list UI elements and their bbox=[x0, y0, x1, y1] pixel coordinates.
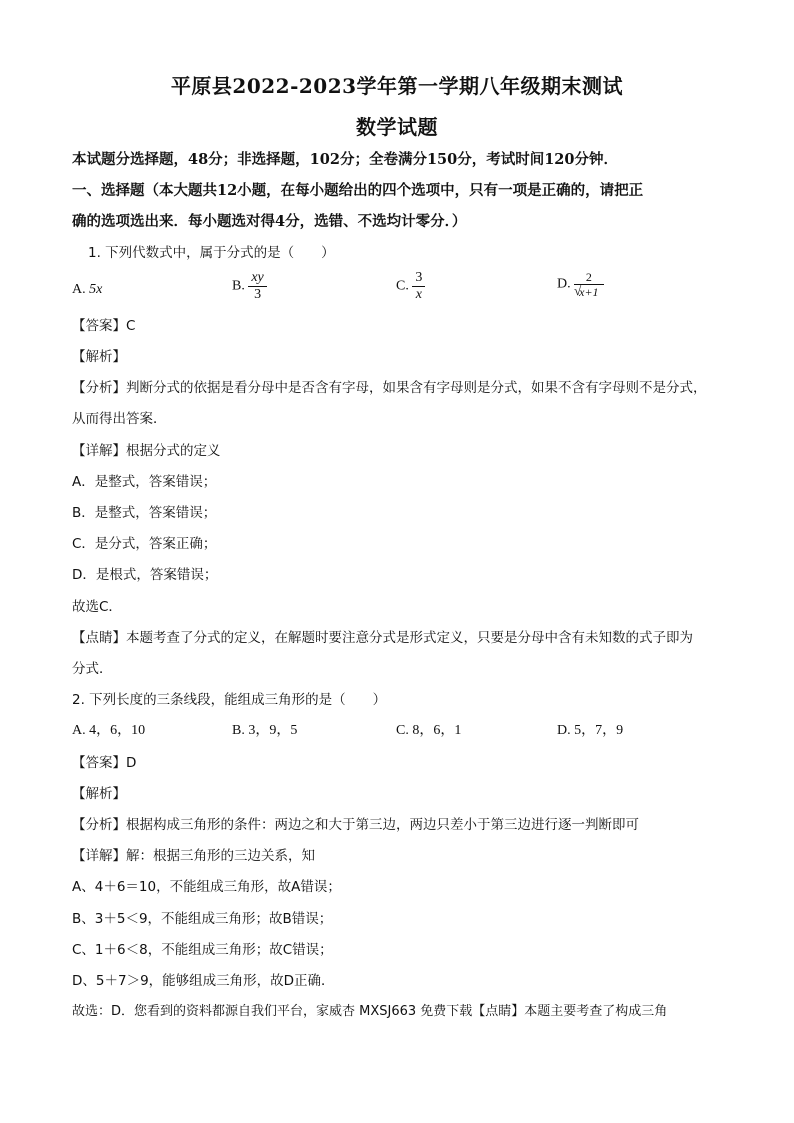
q2-detail-c: C、1＋6＜8，不能组成三角形；故C错误； bbox=[72, 942, 333, 958]
fraction-numerator: xy bbox=[251, 270, 264, 285]
q1-analysis-title: 【解析】 bbox=[72, 349, 126, 365]
answer-value: D bbox=[126, 755, 137, 771]
page-subtitle: 数学试题 bbox=[356, 115, 438, 139]
q2-answer bbox=[72, 753, 136, 773]
sqrt-radical bbox=[574, 285, 603, 299]
q1-detail-d: D．是根式，答案错误； bbox=[72, 567, 218, 583]
q1-choice: 故选C． bbox=[72, 599, 122, 615]
radicand: x+1 bbox=[579, 285, 599, 299]
q1-answer bbox=[72, 316, 135, 336]
answer-tag: 【答案】 bbox=[72, 318, 126, 334]
q1-option-b-fraction bbox=[248, 270, 266, 303]
fraction-numerator: 2 bbox=[585, 270, 592, 284]
exam-intro: 本试题分选择题，48分；非选择题，102分；全卷满分150分，考试时间120分钟． bbox=[72, 151, 618, 168]
q2-detail: 【详解】解：根据三角形的三边关系，知 bbox=[72, 848, 315, 864]
q1-option-b-label: B. bbox=[232, 278, 245, 294]
fraction-denominator: x bbox=[415, 287, 422, 302]
q2-detail-b: B、3＋5＜9，不能组成三角形；故B错误； bbox=[72, 911, 333, 927]
q1-option-c-label: C. bbox=[396, 278, 409, 294]
q1-option-b bbox=[232, 270, 267, 303]
q1-option-c bbox=[396, 270, 425, 303]
sqrt-symbol-icon: √ bbox=[574, 283, 582, 298]
q1-option-a bbox=[72, 280, 102, 300]
q1-detail-b: B．是整式，答案错误； bbox=[72, 505, 217, 521]
q1-option-a-value: 5x bbox=[89, 282, 103, 297]
q2-analysis-title: 【解析】 bbox=[72, 786, 126, 802]
q1-option-a-label: A. bbox=[72, 282, 86, 297]
q2-analysis: 【分析】根据构成三角形的条件：两边之和大于第三边，两边只差小于第三边进行逐一判断即可 bbox=[72, 817, 639, 833]
answer-tag: 【答案】 bbox=[72, 755, 126, 771]
q1-detail-c: C．是分式，答案正确； bbox=[72, 536, 217, 552]
page-title: 平原县2022-2023学年第一学期八年级期末测试 bbox=[170, 74, 624, 98]
answer-value: C bbox=[126, 318, 136, 334]
fraction-numerator: 3 bbox=[415, 270, 423, 285]
q1-option-d-label: D. bbox=[557, 276, 571, 292]
q2-option-d: D. 5，7，9 bbox=[557, 723, 624, 738]
q2-last-line: 故选：D．您看到的资料都源自我们平台，家威杏 MXSJ663 免费下载【点睛】本题主要考查了构成三角 bbox=[72, 1004, 668, 1019]
q1-analysis-line2: 从而得出答案． bbox=[72, 411, 167, 427]
q1-detail: 【详解】根据分式的定义 bbox=[72, 443, 221, 459]
q1-option-c-fraction bbox=[412, 270, 425, 303]
q1-comment-line2: 分式． bbox=[72, 661, 113, 677]
q2-option-a: A. 4，6，10 bbox=[72, 723, 146, 738]
section-heading-line1: 一、选择题（本大题共12小题，在每小题给出的四个选项中，只有一项是正确的，请把正 bbox=[72, 182, 644, 199]
q1-comment-line1: 【点睛】本题考查了分式的定义，在解题时要注意分式是形式定义，只要是分母中含有未知数的式子即为 bbox=[72, 630, 693, 646]
q1-analysis-line1: 【分析】判断分式的依据是看分母中是否含有字母，如果含有字母则是分式，如果不含有字母则不是分式， bbox=[72, 380, 707, 396]
q1-option-d bbox=[557, 270, 604, 299]
q2-detail-d: D、5＋7＞9，能够组成三角形，故D正确． bbox=[72, 973, 335, 989]
question-1-stem: 1. 下列代数式中，属于分式的是（ ） bbox=[88, 245, 335, 261]
q2-option-c: C. 8，6，1 bbox=[396, 723, 462, 738]
q2-detail-a: A、4＋6＝10，不能组成三角形，故A错误； bbox=[72, 879, 341, 895]
fraction-denominator: 3 bbox=[254, 287, 262, 302]
q2-option-b: B. 3，9，5 bbox=[232, 723, 298, 738]
q1-option-d-fraction bbox=[574, 270, 603, 299]
q1-detail-a: A．是整式，答案错误； bbox=[72, 474, 217, 490]
question-2-stem: 2. 下列长度的三条线段，能组成三角形的是（ ） bbox=[72, 692, 387, 708]
section-heading-line2: 确的选项选出来．每小题选对得4分，选错、不选均计零分．） bbox=[72, 213, 467, 230]
